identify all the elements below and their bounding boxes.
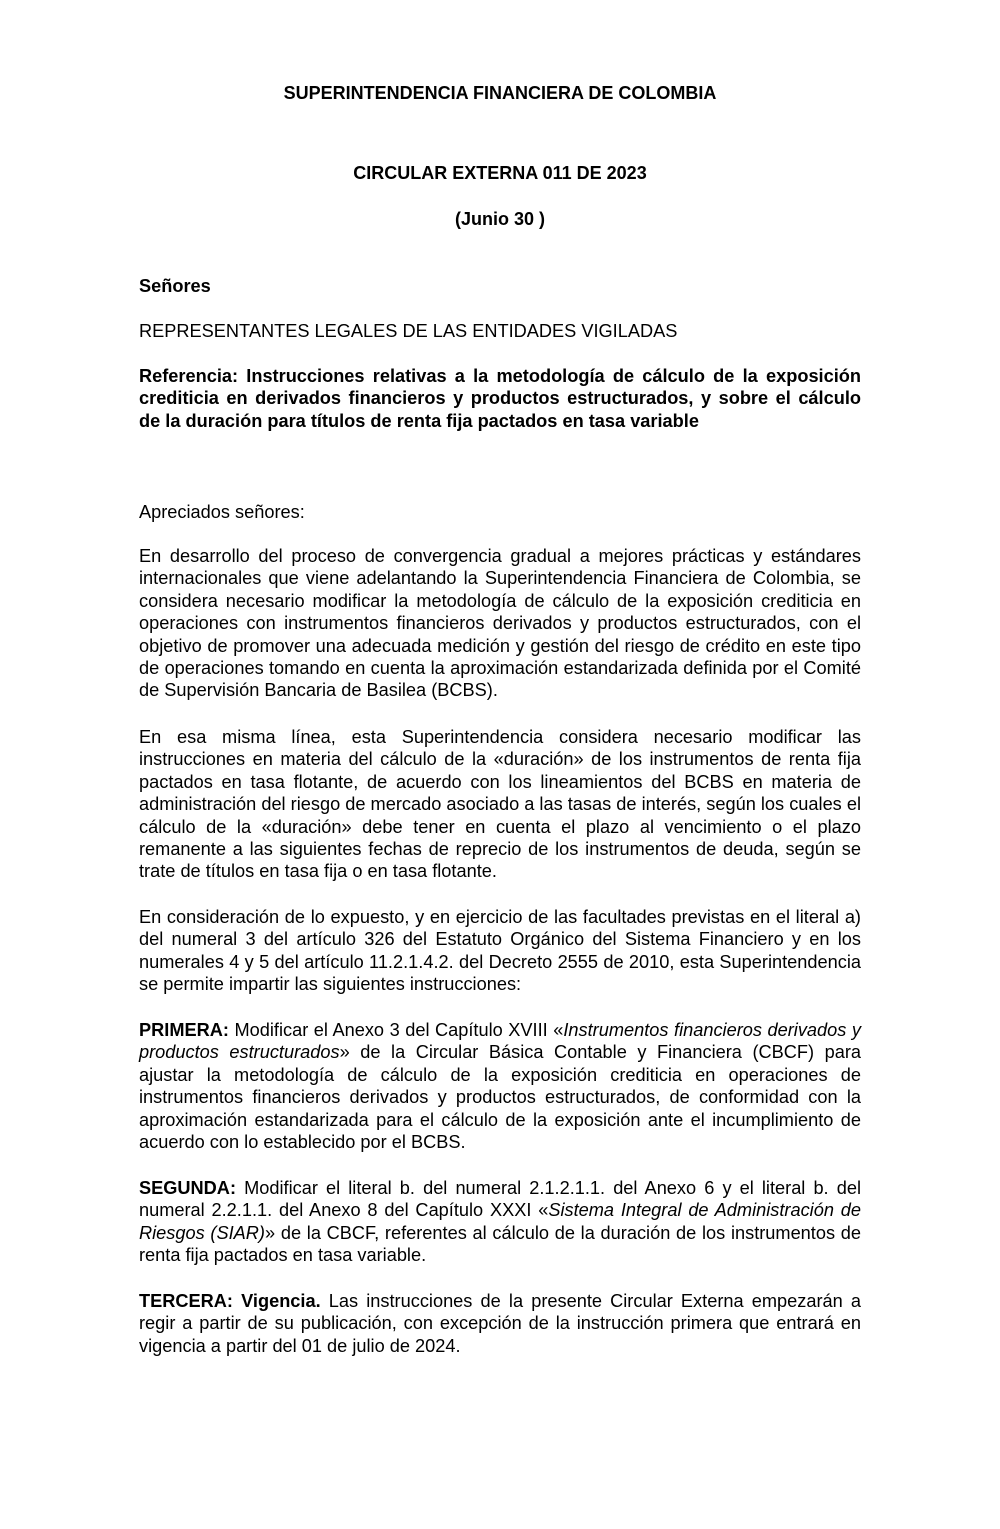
- salutation-title: Señores: [139, 276, 211, 296]
- instruction-primera-text-a: Modificar el Anexo 3 del Capítulo XVIII «: [228, 1020, 564, 1040]
- instruction-primera-text-b: » de la Circular Básica Contable y Financiera (CBCF) para ajustar la metodología de cálculo de la exposición crediticia en operaciones de instrumentos financieros derivados y productos estructurados, de conformidad con la aproximación estandarizada para el cálculo de la exposición ante el incumplimiento de acuerdo con lo establecido por el BCBS.: [139, 1042, 861, 1153]
- instruction-segunda-text-b: » de la CBCF, referentes al cálculo de la duración de los instrumentos de renta fija pactados en tasa variable.: [139, 1222, 862, 1266]
- paragraph-convergence: En desarrollo del proceso de convergencia gradual a mejores prácticas y estándares internacionales que viene adelantando la Superintendencia Financiera de Colombia, se considera necesario modificar la metodología de cálculo de la exposición crediticia en operaciones con instrumentos financieros derivados y productos estructurados, con el objetivo de promover una adecuada medición y gestión del riesgo de crédito en este tipo de operaciones tomando en cuenta la aproximación estandarizada definida por el Comité de Supervisión Bancaria de Basilea (BCBS).: [139, 546, 861, 701]
- document-page: [139, 0, 861, 1529]
- instruction-segunda-label: SEGUNDA:: [139, 1178, 237, 1198]
- instruction-segunda-italic: Sistema Integral de Administración de Riesgos (SIAR): [139, 1200, 861, 1243]
- paragraph-duration: En esa misma línea, esta Superintendencia considera necesario modificar las instrucciones en materia del cálculo de la «duración» de los instrumentos de renta fija pactados en tasa flotante, de acuerdo con los lineamientos del BCBS en materia de administración del riesgo de mercado asociado a las tasas de interés, según los cuales el cálculo de la «duración» debe tener en cuenta el plazo al vencimiento o el plazo remanente a las siguientes fechas de reprecio de los instrumentos de deuda, según se trate de títulos en tasa fija o en tasa flotante.: [139, 727, 861, 882]
- instruction-primera-label: PRIMERA:: [139, 1020, 229, 1040]
- instruction-segunda: [139, 1177, 861, 1267]
- paragraph-legal-basis: En consideración de lo expuesto, y en ejercicio de las facultades previstas en el literal a) del numeral 3 del artículo 326 del Estatuto Orgánico del Sistema Financiero y en los numerales 4 y 5 del artículo 11.2.1.4.2. del Decreto 2555 de 2010, esta Superintendencia se permite impartir las siguientes instrucciones:: [139, 907, 861, 995]
- instruction-tercera-label: TERCERA: Vigencia.: [139, 1291, 321, 1311]
- recipients-line: REPRESENTANTES LEGALES DE LAS ENTIDADES VIGILADAS: [139, 321, 678, 341]
- instruction-tercera: [139, 1290, 861, 1357]
- instruction-tercera-text: Las instrucciones de la presente Circular Externa empezarán a regir a partir de su publicación, con excepción de la instrucción primera que entrará en vigencia a partir del 01 de julio de 2024.: [139, 1291, 862, 1356]
- circular-date: (Junio 30 ): [454, 209, 545, 229]
- reference-paragraph: Referencia: Instrucciones relativas a la metodología de cálculo de la exposición crediticia en derivados financieros y productos estructurados, y sobre el cálculo de la duración para títulos de renta fija pactados en tasa variable: [139, 366, 861, 431]
- instruction-segunda-text-a: Modificar el literal b. del numeral 2.1.2.1.1. del Anexo 6 y el literal b. del numeral 2.2.1.1. del Anexo 8 del Capítulo XXXI «: [139, 1178, 861, 1221]
- instruction-primera-italic: Instrumentos financieros derivados y productos estructurados: [139, 1020, 861, 1063]
- circular-title: CIRCULAR EXTERNA 011 DE 2023: [353, 163, 647, 183]
- greeting: Apreciados señores:: [139, 502, 305, 522]
- organization-heading: SUPERINTENDENCIA FINANCIERA DE COLOMBIA: [283, 83, 717, 103]
- instruction-primera: [139, 1019, 861, 1153]
